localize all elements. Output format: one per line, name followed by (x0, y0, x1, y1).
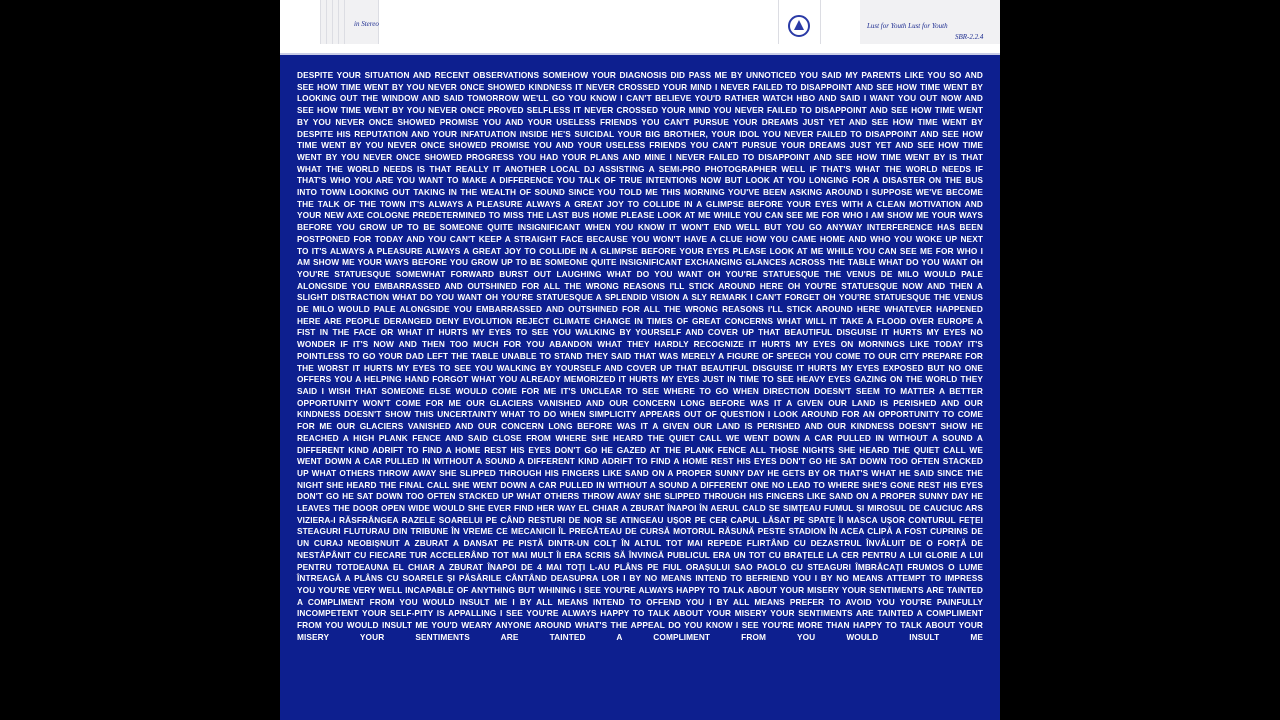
header-stripe (344, 0, 345, 44)
header-stripe (338, 0, 339, 44)
stereo-label: in Stereo (354, 20, 379, 28)
lyrics-text-block: DESPITE YOUR SITUATION AND RECENT OBSERVATIONS SOMEHOW YOUR DIAGNOSIS DID PASS ME BY UNNOTICED YOU SAID MY PARENTS LIKE YOU SO AND SEE HOW TIME WENT BY YOU NEVER ONCE SHOWED KINDNESS IT NEVER CROSSED YOUR MIND I NEVER FAILED TO DISAPPOINT AND SEE HOW TIME WENT BY LOOKING OUT THE WINDOW AND SAID TOMORROW WE'LL GO YOU KNOW I CAN'T BELIEVE YOU'D RATHER WATCH HBO AND SAID I WANT YOU OUT NOW AND SEE HOW TIME WENT BY YOU NEVER ONCE PROVED SELFLESS IT NEVER CROSSED YOUR MIND YOU NEVER FAILED TO DISAPPOINT AND SEE HOW TIME WENT BY YOU NEVER ONCE SHOWED PROMISE YOU AND YOUR USELESS FRIENDS YOU CAN'T PURSUE YOUR DREAMS JUST YET AND SEE HOW TIME WENT BY DESPITE HIS REPUTATION AND YOUR INFATUATION INSIDE HE'S SUICIDAL YOUR BIG BROTHER, YOUR IDOL YOU NEVER FAILED TO DISAPPOINT AND SEE HOW TIME WENT BY YOU NEVER ONCE SHOWED PROMISE YOU AND YOUR USELESS FRIENDS YOU CAN'T PURSUE YOUR DREAMS JUST YET AND SEE HOW TIME WENT BY YOU NEVER ONCE SHOWED PROGRESS YOU HAD YOUR PLANS AND MINE I NEVER FAILED TO DISAPPOINT AND SEE HOW TIME WENT BY IS THAT WHAT THE WORLD NEEDS IS THAT REALLY IT ANOTHER LOCAL DJ ASSISTING A SEMI-PRO PHOTOGRAPHER WELL IF THAT'S WHAT THE WORLD NEEDS IF THAT'S WHO YOU ARE YOU WANT TO MAKE A DIFFERENCE YOU TALK OF TRUE INTENTIONS NOW BUT LOOK AT YOU LONGING FOR A DISASTER ON THE BUS INTO TOWN LOOKING OUT TAKING IN THE WEALTH OF SOUND SINCE YOU TOLD ME THIS MORNING YOU'VE BEEN ASKING AROUND I SUPPOSE WE'VE BECOME THE TALK OF THE TOWN IT'S ALWAYS A PLEASURE ALWAYS A GREAT JOY TO COLLIDE IN A GLIMPSE BEFORE YOUR EYES WITH A CLEAN MOTIVATION AND YOUR NEW AXE COLOGNE PREDETERMINED TO MISS THE LAST BUS HOME PLEASE LOOK AT ME WHILE YOU CAN SEE ME FOR WHO I AM SHOW ME YOUR WAYS BEFORE YOU GROW UP TO BE SOMEONE QUITE INSIGNIFICANT WHEN YOU KNOW IT WON'T END WELL BUT YOU GO ANYWAY INTERFERENCE HAS BEEN POSTPONED FOR TODAY AND YOU CAN'T KEEP A STRAIGHT FACE BECAUSE YOU WON'T HAVE A CLUE HOW YOU CAME HOME AND WHO YOU WOKE UP NEXT TO IT'S ALWAYS A PLEASURE ALWAYS A GREAT JOY TO COLLIDE IN A GLIMPSE BEFORE YOUR EYES PLEASE LOOK AT ME WHILE YOU CAN SEE ME FOR WHO I AM SHOW ME YOUR WAYS BEFORE YOU GROW UP TO BE SOMEONE QUITE INSIGNIFICANT EXCHANGING GLANCES ACROSS THE TABLE WHAT DO YOU WANT OH YOU'RE STATUESQUE SOMEWHAT FORWARD BURST OUT LAUGHING WHAT DO YOU WANT OH YOU'RE STATUESQUE THE VENUS DE MILO WOULD PALE ALONGSIDE YOU EMBARRASSED AND OUTSHINED FOR ALL THE WRONG REASONS I'LL STICK AROUND HERE OH YOU'RE STATUESQUE NOW AND THEN A SLIGHT DISTRACTION WHAT DO YOU WANT OH YOU'RE STATUESQUE A SPLENDID VISION A SLY REMARK I CAN'T FORGET OH YOU'RE STATUESQUE THE VENUS DE MILO WOULD PALE ALONGSIDE YOU EMBARRASSED AND OUTSHINED FOR ALL THE WRONG REASONS I'LL STICK AROUND HERE WHATEVER HAPPENED HERE ARE PEOPLE DERANGED DENY EVOLUTION REJECT CLIMATE CHANGE IN TIMES OF GREAT CONCERNS WHAT WILL IT TAKE A FLOOD OVER EUROPE A FIST IN THE FACE OR WHAT IT HURTS MY EYES TO SEE YOU WALKING BY YOURSELF AND COVER UP THAT BEAUTIFUL DISGUISE IT HURTS MY EYES NO WONDER IF IT'S NOW AND THEN TOO MUCH FOR YOU ABANDON WHAT THEY HARDLY RECOGNIZE IT HURTS MY EYES ON MORNINGS LIKE TODAY IT'S POINTLESS TO GO YOUR DAD LEFT THE TABLE UNABLE TO STAND THEY SAID THAT WAS MERELY A FIGURE OF SPEECH YOU COME TO OUR CITY PREPARE FOR THE WORST IT HURTS MY EYES TO SEE YOU WALKING BY YOURSELF AND COVER UP THAT BEAUTIFUL DISGUISE IT HURTS MY EYES EXPOSED BUT NO ONE OFFERS YOU A HELPING HAND FORGOT WHAT YOU ALREADY MEMORIZED IT HURTS MY EYES JUST IN TIME TO SEE HEAVY EYES GAZING ON THE WORLD THEY SAID I WISH THAT SOMEONE ELSE WOULD COME FOR ME IT'S UNCLEAR TO SEE WHERE TO GO WHEN DIRECTION DOESN'T SEEM TO MATTER A BETTER OPPORTUNITY WON'T COME FOR ME OUR GLACIERS VANISHED AND OUR CONCERN LONG BEFORE WAS IT A GIVEN OUR LAND IS PERISHED AND OUR KINDNESS DOESN'T SHOW THIS UNCERTAINTY WHAT TO DO WHEN SIMPLICITY APPEARS OUT OF QUESTION I LOOK AROUND FOR AN OPPORTUNITY TO COME FOR ME OUR GLACIERS VANISHED AND OUR CONCERN LONG BEFORE WAS IT A GIVEN OUR LAND IS PERISHED AND OUR KINDNESS DOESN'T SHOW HE REACHED A HIGH PLANK FENCE AND SAID CLOSE FROM WHERE SHE HEARD THE QUIET CALL WE WENT DOWN A CAR PULLED IN WITHOUT A SOUND A DIFFERENT KIND ADRIFT TO FIND A HOME REST HIS EYES DON'T GO HE GAZED AT THE PLANK FENCE ALL THOSE NIGHTS SHE HEARD THE QUIET CALL WE WENT DOWN A CAR PULLED IN WITHOUT A SOUND A DIFFERENT KIND ADRIFT TO FIND A HOME REST HIS EYES DON'T GO HE SAT DOWN TOO OFTEN STACKED UP WHAT OTHERS THROW AWAY SHE SLIPPED THROUGH HIS FINGERS LIKE SAND ON A PROPER SUNNY DAY HE GETS BY OR THAT'S WHAT HE SAID SINCE THE NIGHT SHE HEARD THE FINAL CALL SHE WENT DOWN A CAR PULLED IN WITHOUT A SOUND A DIFFERENT ONE NO LEAD TO WHERE SHE'S GONE REST HIS EYES DON'T GO HE SAT DOWN TOO OFTEN STACKED UP WHAT OTHERS THROW AWAY SHE SLIPPED THROUGH HIS FINGERS LIKE SAND ON A PROPER SUNNY DAY HE LEAVES THE DOOR OPEN WIDE WOULD SHE EVER FIND HER WAY EL CHIAR A ZBURAT ÎNAPOI ÎN AERUL CALD SE SIMȚEAU FUMUL ȘI MIROSUL DE CAUCIUC ARS VIZIERA-I RĂSFRÂNGEA RAZELE SOARELUI PE CÂND RESTURI DE NOR SE ATINGEAU UȘOR PE CER CAPUL LĂSAT PE SPATE ÎI MASCA UȘOR CONTURUL FEȚEI STEAGURI FLUTURAU DIN TRIBUNE ÎN VREME CE MECANICII ÎL PREGĂTEAU DE CURSĂ MOTORUL RĂSUNĂ PESTE STADION ÎN ACEA CLIPĂ A FOST CUPRINS DE UN CURAJ NEOBIȘNUIT A ZBURAT A DANSAT PE PISTĂ DINTR-UN COLȚ ÎN ALTUL TOT MAI REPEDE FLIRTÂND CU DEZASTRUL ÎNVĂLUIT DE O FORȚĂ DE NESTĂPÂNIT CU FIECARE TUR ACCELERÂND TOT MAI MULT ÎI ERA SCRIS SĂ ÎNVINGĂ PUBLICUL ERA UN TOT CU BRAȚELE LA CER PENTRU A LUI GLORIE A LUI PENTRU TOTDEAUNA EL CHIAR A ZBURAT ÎNAPOI DE 4 MAI TOȚI L-AU PLÂNS PE FIUL ORAȘULUI SAO PAOLO CU STEAGURI ÎMBRĂCAȚI FRUMOS O LUME ÎNTREAGĂ A PLÂNS CU SOARELE ȘI PĂSĂRILE CÂNTÂND DEASUPRA LOR I BY NO MEANS INTEND TO BEFRIEND YOU I BY NO MEANS ATTEMPT TO IMPRESS YOU YOU'RE VERY WELL INCAPABLE OF ANYTHING BUT WHINING I SEE YOU'RE ALWAYS HAPPY TO TALK ABOUT YOUR MISERY YOUR SENTIMENTS ARE TAINTED A COMPLIMENT FROM YOU WOULD INSULT ME I BY ALL MEANS INTEND TO OFFEND YOU I BY ALL MEANS PREFER TO AVOID YOU YOU'RE PAINFULLY INCOMPETENT YOUR SELF-PITY IS APPALLING I SEE YOU'RE ALWAYS HAPPY TO TALK ABOUT YOUR MISERY YOUR SENTIMENTS ARE TAINTED A COMPLIMENT FROM YOU WOULD INSULT ME YOU'D WEARY ANYONE AROUND WHAT'S THE APPEAL DO YOU KNOW I SEE YOU'RE MORE THAN HAPPY TO TALK ABOUT YOUR MISERY YOUR SENTIMENTS ARE TAINTED A COMPLIMENT FROM YOU WOULD INSULT ME (297, 70, 983, 642)
band-title: Lust for Youth Lust for Youth (867, 22, 948, 30)
header-stripe (326, 0, 327, 44)
header-stripe (820, 0, 821, 44)
header-stripe (778, 0, 779, 44)
catalog-number: SBR-2.2.4 (955, 33, 984, 41)
album-cover (280, 0, 1000, 720)
header-stripe (332, 0, 333, 44)
cover-header (280, 0, 1000, 55)
header-stripe (320, 0, 321, 44)
triangle-in-circle-icon (788, 15, 810, 37)
